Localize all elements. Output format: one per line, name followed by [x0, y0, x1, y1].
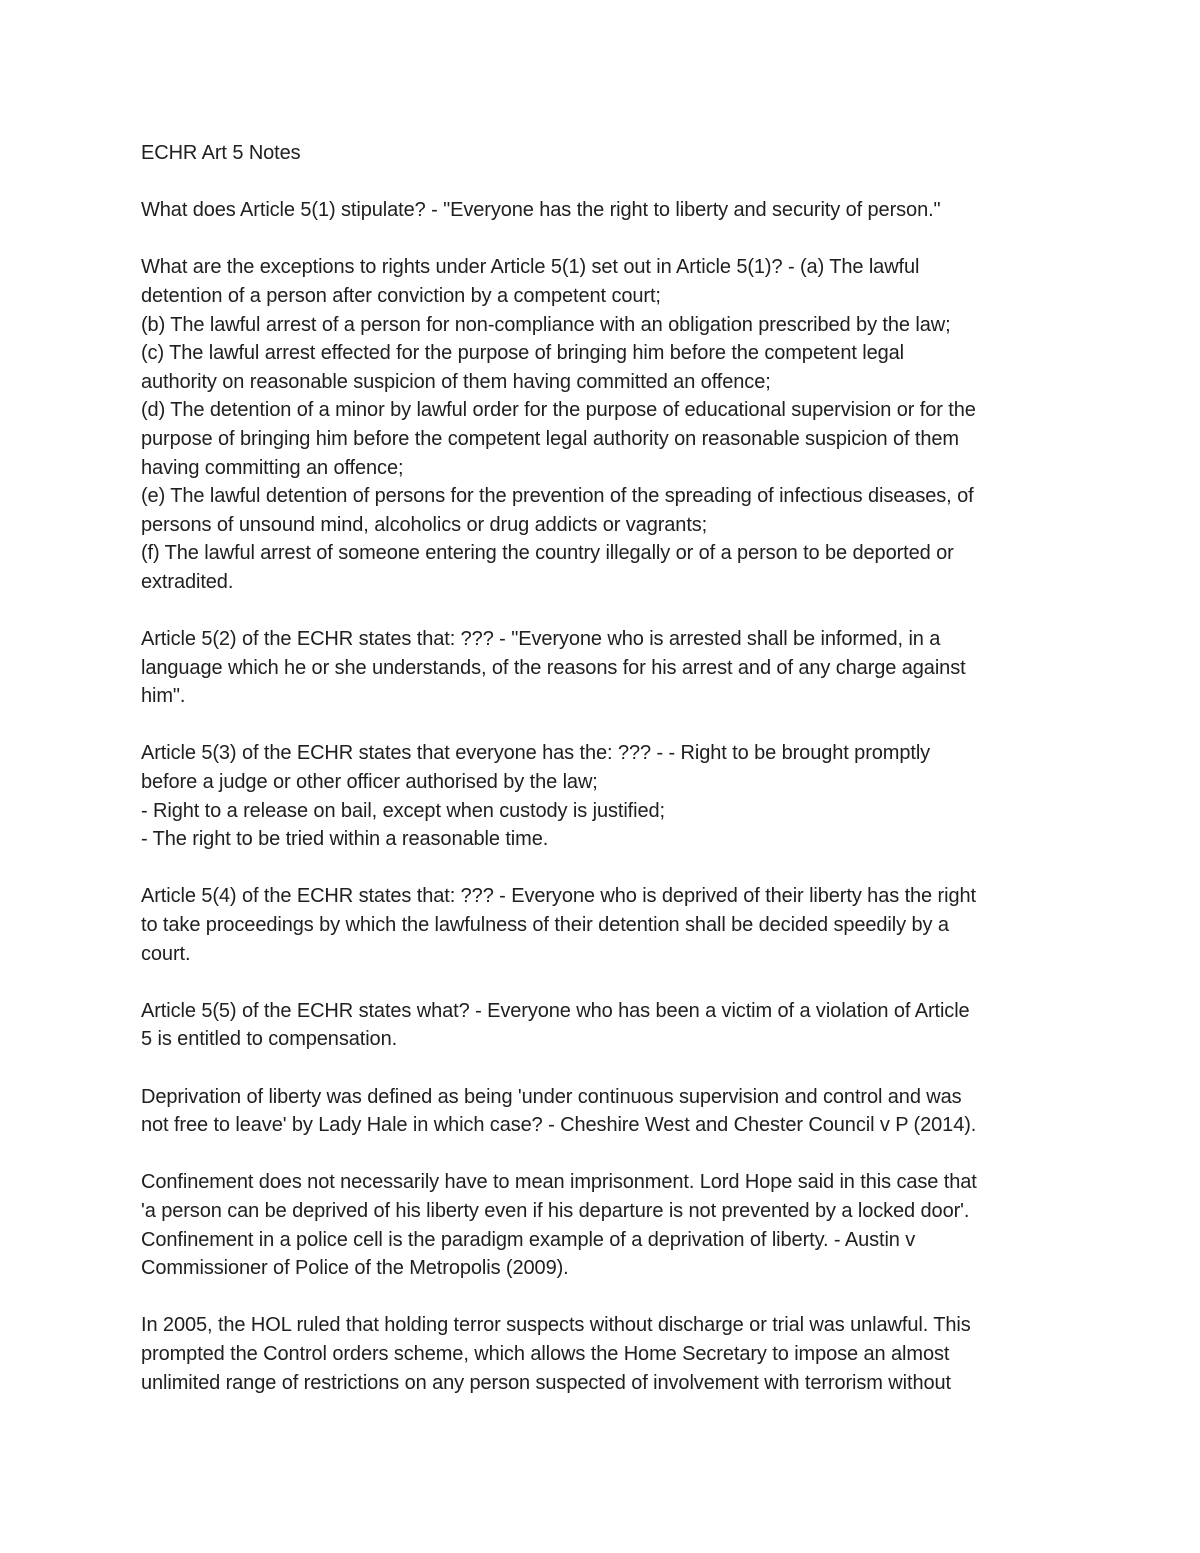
text-line: having committing an offence;	[141, 456, 404, 479]
text-line: - The right to be tried within a reasonable time.	[141, 828, 549, 851]
text-line: Commissioner of Police of the Metropolis (2009).	[141, 1257, 569, 1280]
text-line: (f) The lawful arrest of someone entering the country illegally or of a person to be deported or	[141, 542, 954, 565]
text-line: him".	[141, 685, 186, 708]
text-line: 'a person can be deprived of his liberty even if his departure is not prevented by a locked door'.	[141, 1199, 970, 1222]
paragraph-list	[141, 196, 1066, 1397]
paragraph-spacer	[141, 597, 1066, 626]
text-line: 5 is entitled to compensation.	[141, 1028, 398, 1051]
paragraph	[141, 1311, 1066, 1397]
text-line: (b) The lawful arrest of a person for non-compliance with an obligation prescribed by the law;	[141, 313, 951, 336]
text-line: to take proceedings by which the lawfulness of their detention shall be decided speedily by a	[141, 914, 949, 937]
text-line: Article 5(2) of the ECHR states that: ??? - "Everyone who is arrested shall be informed, in a	[141, 628, 941, 651]
text-line: Article 5(4) of the ECHR states that: ??? - Everyone who is deprived of their liberty has the right	[141, 885, 976, 908]
paragraph	[141, 253, 1066, 596]
paragraph-spacer	[141, 711, 1066, 740]
paragraph-spacer	[141, 225, 1066, 254]
text-line: Article 5(3) of the ECHR states that everyone has the: ??? - - Right to be brought promptly	[141, 742, 931, 765]
text-line: persons of unsound mind, alcoholics or drug addicts or vagrants;	[141, 513, 708, 536]
text-line: Confinement does not necessarily have to mean imprisonment. Lord Hope said in this case that	[141, 1171, 977, 1194]
text-line: before a judge or other officer authorised by the law;	[141, 771, 598, 794]
text-line: What does Article 5(1) stipulate? - "Everyone has the right to liberty and security of person."	[141, 199, 941, 222]
text-line: (d) The detention of a minor by lawful order for the purpose of educational supervision or for the	[141, 399, 976, 422]
text-line: not free to leave' by Lady Hale in which case? - Cheshire West and Chester Council v P (2014).	[141, 1114, 977, 1137]
document-title: ECHR Art 5 Notes	[141, 142, 301, 164]
text-line: extradited.	[141, 570, 234, 593]
text-line: Article 5(5) of the ECHR states what? - Everyone who has been a victim of a violation of Article	[141, 999, 970, 1022]
text-line: language which he or she understands, of the reasons for his arrest and of any charge against	[141, 656, 966, 679]
paragraph-spacer	[141, 968, 1066, 997]
text-line: What are the exceptions to rights under Article 5(1) set out in Article 5(1)? - (a) The lawful	[141, 256, 920, 279]
paragraph	[141, 196, 1066, 225]
text-line: unlimited range of restrictions on any person suspected of involvement with terrorism without	[141, 1371, 951, 1394]
text-line: In 2005, the HOL ruled that holding terror suspects without discharge or trial was unlawful. This	[141, 1314, 971, 1337]
text-line: - Right to a release on bail, except when custody is justified;	[141, 799, 665, 822]
text-line: (e) The lawful detention of persons for the prevention of the spreading of infectious diseases, of	[141, 485, 974, 508]
text-line: Deprivation of liberty was defined as being 'under continuous supervision and control and was	[141, 1085, 962, 1108]
text-line: authority on reasonable suspicion of them having committed an offence;	[141, 370, 771, 393]
text-line: purpose of bringing him before the competent legal authority on reasonable suspicion of them	[141, 427, 959, 450]
text-line: Confinement in a police cell is the paradigm example of a deprivation of liberty. - Austin v	[141, 1228, 916, 1251]
paragraph	[141, 1168, 1066, 1282]
paragraph	[141, 739, 1066, 853]
paragraph	[141, 882, 1066, 968]
paragraph	[141, 625, 1066, 711]
paragraph-spacer	[141, 1054, 1066, 1083]
paragraph-spacer	[141, 1140, 1066, 1169]
paragraph	[141, 997, 1066, 1054]
paragraph-spacer	[141, 854, 1066, 883]
paragraph-spacer	[141, 1283, 1066, 1312]
text-line: prompted the Control orders scheme, which allows the Home Secretary to impose an almost	[141, 1342, 950, 1365]
text-line: (c) The lawful arrest effected for the purpose of bringing him before the competent legal	[141, 342, 905, 365]
paragraph	[141, 1083, 1066, 1140]
document-body	[141, 139, 1066, 1397]
paragraph-spacer	[141, 168, 1066, 197]
text-line: detention of a person after conviction by a competent court;	[141, 284, 661, 307]
text-line: court.	[141, 942, 191, 965]
